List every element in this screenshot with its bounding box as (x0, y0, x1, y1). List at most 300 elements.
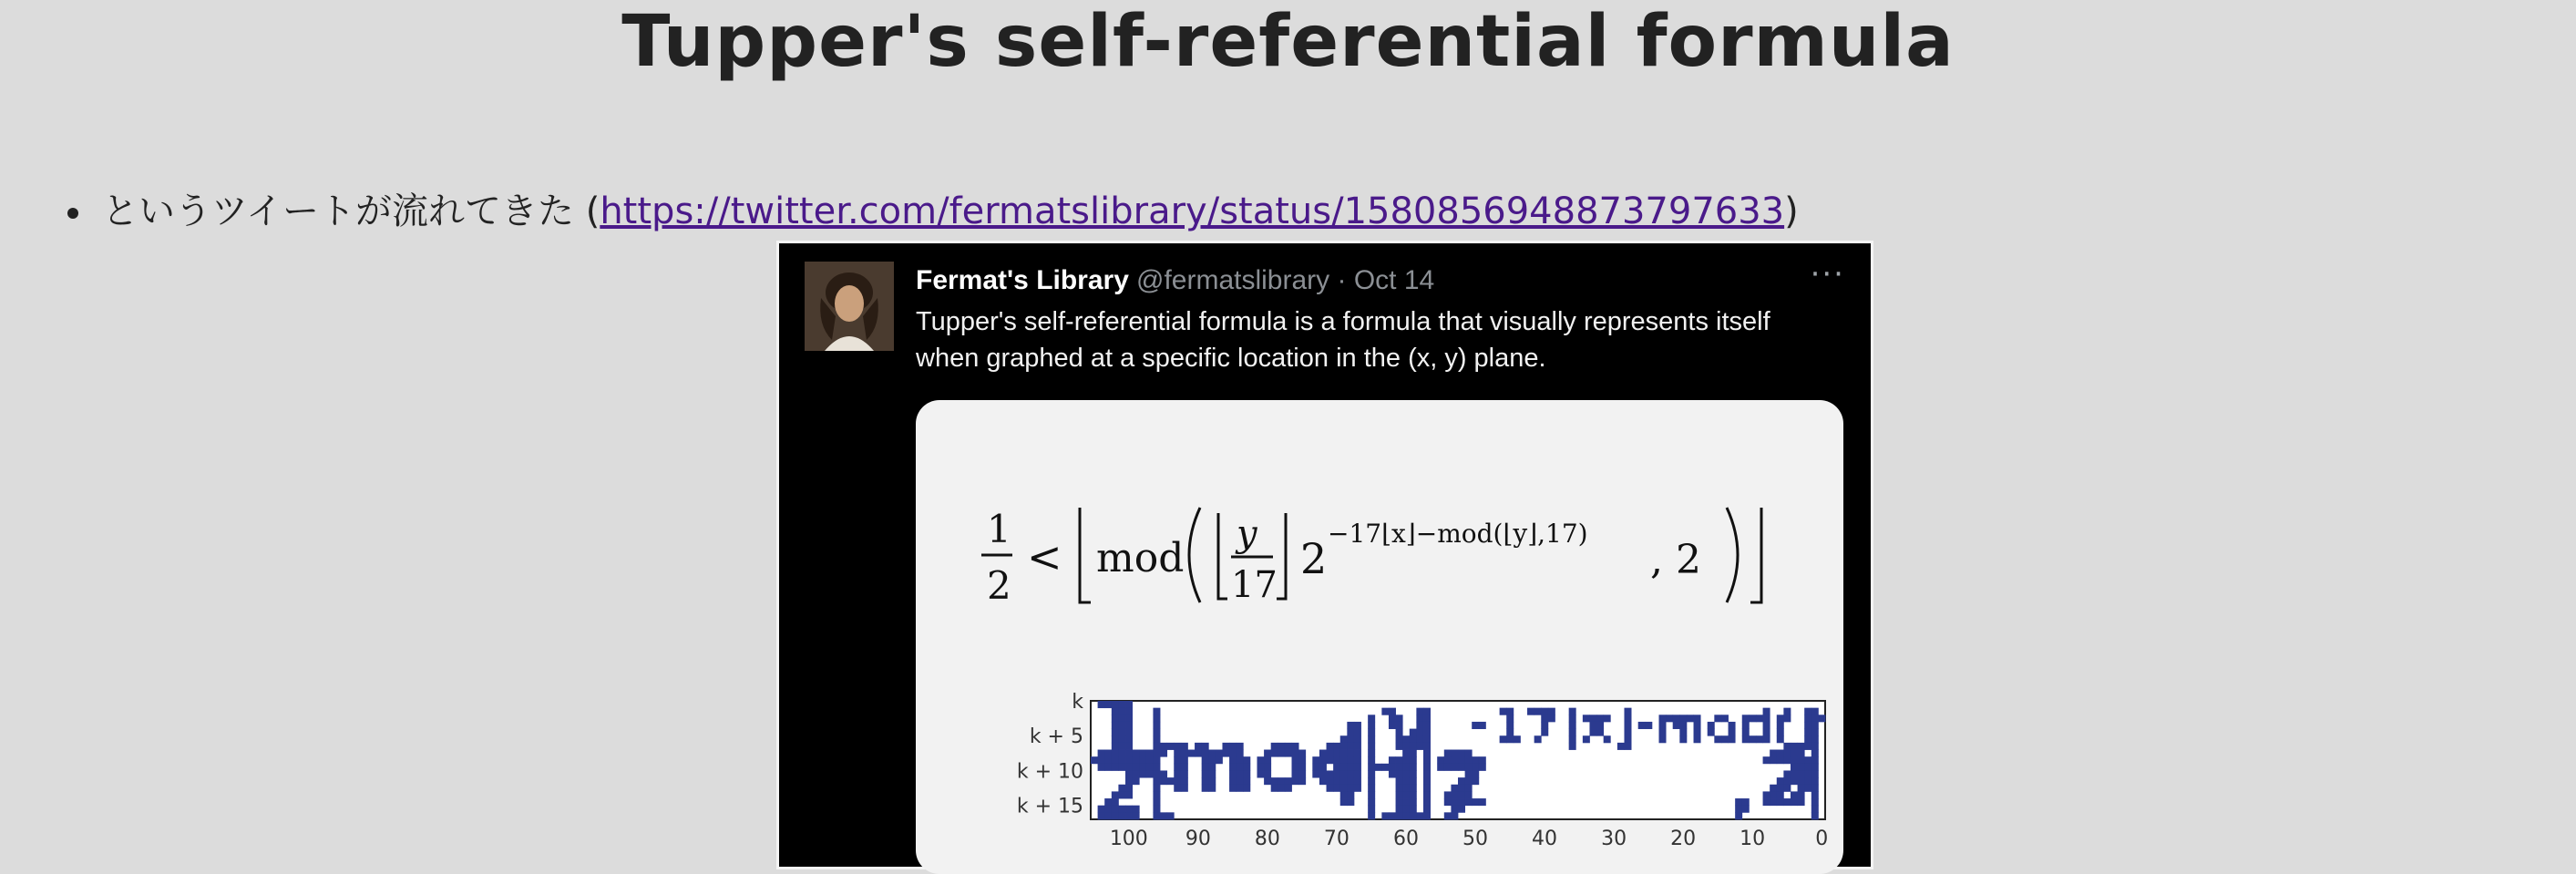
bullet-close: ) (1784, 190, 1799, 232)
formula-card (916, 400, 1843, 874)
plot-pixel (1368, 785, 1375, 792)
plot-pixel (1389, 722, 1396, 729)
plot-pixel (1118, 722, 1125, 729)
plot-pixel (1368, 743, 1375, 750)
plot-pixel (1112, 806, 1119, 813)
plot-pixel (1777, 722, 1784, 729)
plot-pixel (1174, 743, 1181, 750)
plot-pixel (1333, 764, 1340, 771)
plot-pixel (1381, 708, 1389, 715)
plot-pixel (1756, 715, 1763, 722)
plot-pixel (1112, 729, 1119, 736)
plot-pixel (1098, 764, 1105, 771)
plot-pixel (1410, 798, 1417, 806)
plot-pixel (1118, 715, 1125, 722)
plot-pixel (1354, 722, 1361, 729)
plot-pixel (1112, 708, 1119, 715)
plot-pixel (1783, 750, 1791, 757)
plot-pixel (1402, 791, 1410, 798)
plot-pixel (1410, 756, 1417, 764)
plot-pixel (1354, 729, 1361, 736)
plot-pixel (1749, 735, 1756, 743)
plot-pixel (1319, 750, 1327, 757)
plot-pixel (1118, 756, 1125, 764)
plot-pixel (1763, 708, 1770, 715)
plot-pixel (1354, 750, 1361, 757)
plot-pixel (1472, 777, 1479, 785)
plot-pixel (1202, 750, 1209, 757)
plot-pixel (1333, 777, 1340, 785)
plot-pixel (1589, 729, 1596, 736)
plot-pixel (1125, 743, 1133, 750)
plot-pixel (1811, 812, 1819, 819)
plot-pixel (1153, 806, 1160, 813)
plot-pixel (1783, 743, 1791, 750)
plot-pixel (1811, 735, 1819, 743)
plot-pixel (1292, 743, 1299, 750)
plot-pixel (1396, 806, 1403, 813)
plot-pixel (1243, 770, 1250, 777)
plot-pixel (1458, 750, 1465, 757)
plot-pixel (1125, 770, 1133, 777)
plot-pixel (1160, 812, 1167, 819)
plot-pixel (1541, 708, 1548, 715)
plot-pixel (1423, 777, 1431, 785)
plot-pixel (1770, 750, 1777, 757)
plot-pixel (1354, 777, 1361, 785)
plot-pixel (1202, 785, 1209, 792)
plot-pixel (1583, 715, 1590, 722)
half-denominator: 2 (987, 563, 1011, 608)
plot-pixel (1804, 777, 1811, 785)
plot-pixel (1804, 756, 1811, 764)
plot-pixel (1368, 756, 1375, 764)
plot-pixel (1777, 756, 1784, 764)
plot-pixel (1596, 715, 1604, 722)
plot-pixel (1112, 750, 1119, 757)
plot-pixel (1285, 750, 1292, 757)
plot-pixel (1285, 777, 1292, 785)
plot-pixel (1133, 812, 1140, 819)
plot-pixel (1423, 791, 1431, 798)
plot-pixel (1777, 798, 1784, 806)
plot-pixel (1202, 764, 1209, 771)
plot-pixel (1153, 770, 1160, 777)
plot-pixel (1811, 785, 1819, 792)
plot-pixel (1340, 798, 1348, 806)
plot-pixel (1596, 729, 1604, 736)
plot-pixel (1174, 764, 1181, 771)
plot-pixel (1174, 756, 1181, 764)
plot-pixel (1133, 756, 1140, 764)
plot-pixel (1458, 785, 1465, 792)
plot-pixel (1340, 750, 1348, 757)
plot-pixel (1514, 735, 1521, 743)
plot-pixel (1292, 770, 1299, 777)
plot-pixel (1125, 756, 1133, 764)
plot-pixel (1354, 743, 1361, 750)
plot-pixel (1763, 798, 1770, 806)
plot-pixel (1402, 756, 1410, 764)
tweet-body (916, 303, 1845, 376)
plot-pixel (1146, 770, 1154, 777)
plot-pixel (1472, 798, 1479, 806)
plot-pixel (1444, 791, 1452, 798)
plot-pixel (1153, 750, 1160, 757)
plot-pixel (1410, 750, 1417, 757)
plot-pixel (1229, 785, 1237, 792)
plot-pixel (1659, 729, 1667, 736)
plot-pixel (1153, 715, 1160, 722)
plot-pixel (1153, 764, 1160, 771)
plot-pixel (1125, 791, 1133, 798)
plot-pixel (1237, 764, 1244, 771)
plot-pixel (1804, 770, 1811, 777)
plot-pixel (1714, 715, 1721, 722)
plot-pixel (1742, 798, 1750, 806)
plot-pixel (1811, 764, 1819, 771)
plot-pixel (1596, 722, 1604, 729)
plot-pixel (1181, 777, 1188, 785)
plot-pixel (1694, 735, 1701, 743)
plot-pixel (1133, 750, 1140, 757)
plot-pixel (1312, 756, 1319, 764)
plot-pixel (1195, 750, 1202, 757)
plot-pixel (1687, 715, 1694, 722)
plot-pixel (1354, 785, 1361, 792)
plot-pixel (1396, 729, 1403, 736)
plot-pixel (1347, 785, 1354, 792)
plot-pixel (1569, 708, 1576, 715)
plot-pixel (1659, 722, 1667, 729)
plot-pixel (1104, 701, 1112, 708)
plot-pixel (1479, 764, 1486, 771)
plot-pixel (1389, 812, 1396, 819)
plot-pixel (1569, 722, 1576, 729)
plot-pixel (1604, 735, 1611, 743)
plot-pixel (1340, 735, 1348, 743)
plot-pixel (1368, 735, 1375, 743)
plot-pixel (1708, 722, 1715, 729)
plot-pixel (1264, 756, 1271, 764)
plot-pixel (1292, 764, 1299, 771)
plot-pixel (1319, 770, 1327, 777)
plot-pixel (1368, 791, 1375, 798)
plot-pixel (1278, 743, 1285, 750)
plot-pixel (1659, 715, 1667, 722)
plot-pixel (1118, 806, 1125, 813)
plot-pixel (1742, 715, 1750, 722)
plot-pixel (1527, 708, 1534, 715)
plot-pixel (1444, 756, 1452, 764)
plot-pixel (1298, 756, 1306, 764)
plot-pixel (1237, 777, 1244, 785)
plot-pixel (1327, 743, 1334, 750)
plot-pixel (1804, 735, 1811, 743)
plot-pixel (1125, 777, 1133, 785)
plot-pixel (1798, 743, 1805, 750)
plot-pixel (1410, 729, 1417, 736)
plot-pixel (1112, 812, 1119, 819)
plot-pixel (1368, 729, 1375, 736)
plot-pixel (1770, 798, 1777, 806)
plot-pixel (1479, 756, 1486, 764)
plot-pixel (1118, 729, 1125, 736)
plot-pixel (1112, 735, 1119, 743)
plot-pixel (1153, 777, 1160, 785)
plot-pixel (1694, 722, 1701, 729)
plot-pixel (1624, 722, 1631, 729)
plot-pixel (1104, 812, 1112, 819)
bullet-text: というツイートが流れてきた ( (102, 190, 600, 232)
plot-pixel (1229, 743, 1237, 750)
plot-pixel (1298, 770, 1306, 777)
plot-pixel (1327, 750, 1334, 757)
plot-pixel (1811, 715, 1819, 722)
plot-pixel (1541, 715, 1548, 722)
plot-pixel (1458, 777, 1465, 785)
plot-pixel (1763, 756, 1770, 764)
plot-pixel (1298, 750, 1306, 757)
plot-pixel (1749, 715, 1756, 722)
plot-pixel (1402, 806, 1410, 813)
y-numerator: y (1237, 513, 1257, 555)
plot-pixel (1139, 770, 1146, 777)
plot-pixel (1583, 735, 1590, 743)
plot-pixel (1410, 764, 1417, 771)
plot-pixel (1153, 785, 1160, 792)
x-tick-label: 20 (1670, 828, 1697, 850)
plot-pixel (1423, 708, 1431, 715)
plot-pixel (1153, 708, 1160, 715)
plot-pixel (1292, 750, 1299, 757)
plot-pixel (1798, 764, 1805, 771)
plot-pixel (1721, 715, 1729, 722)
plot-pixel (1735, 812, 1742, 819)
plot-pixel (1098, 812, 1105, 819)
plot-pixel (1673, 715, 1680, 722)
plot-pixel (1202, 756, 1209, 764)
plot-pixel (1153, 729, 1160, 736)
plot-pixel (1818, 715, 1825, 722)
plot-pixel (1506, 715, 1514, 722)
plot-pixel (1791, 770, 1798, 777)
plot-pixel (1139, 764, 1146, 771)
plot-pixel (1624, 715, 1631, 722)
plot-pixel (1278, 785, 1285, 792)
plot-pixel (1777, 735, 1784, 743)
plot-pixel (1548, 715, 1555, 722)
plot-pixel (1416, 812, 1423, 819)
plot-pixel (1756, 735, 1763, 743)
plot-pixel (1368, 777, 1375, 785)
plot-pixel (1811, 806, 1819, 813)
plot-pixel (1458, 798, 1465, 806)
plot-pixel (1098, 806, 1105, 813)
plot-pixel (1104, 750, 1112, 757)
plot-pixel (1624, 743, 1631, 750)
plot-pixel (1125, 708, 1133, 715)
plot-pixel (1423, 812, 1431, 819)
plot-pixel (1389, 764, 1396, 771)
plot-pixel (1118, 708, 1125, 715)
x-tick-label: 80 (1254, 828, 1280, 850)
plot-pixel (1804, 715, 1811, 722)
plot-pixel (1506, 722, 1514, 729)
plot-pixel (1645, 722, 1652, 729)
plot-pixel (1804, 729, 1811, 736)
plot-pixel (1333, 743, 1340, 750)
plot-pixel (1340, 756, 1348, 764)
tweet-link[interactable]: https://twitter.com/fermatslibrary/status/1580856948873797633 (600, 190, 1785, 232)
plot-pixel (1208, 785, 1216, 792)
plot-pixel (1368, 750, 1375, 757)
tupper-formula (980, 500, 1781, 619)
plot-pixel (1783, 777, 1791, 785)
plot-pixel (1472, 756, 1479, 764)
plot-pixel (1146, 764, 1154, 771)
plot-pixel (1791, 798, 1798, 806)
plot-pixel (1396, 735, 1403, 743)
plot-pixel (1181, 756, 1188, 764)
plot-pixel (1410, 785, 1417, 792)
plot-pixel (1118, 812, 1125, 819)
plot-pixel (1541, 722, 1548, 729)
plot-pixel (1811, 777, 1819, 785)
plot-pixel (1153, 791, 1160, 798)
plot-pixel (1811, 798, 1819, 806)
plot-pixel (1811, 722, 1819, 729)
plot-pixel (1506, 708, 1514, 715)
plot-pixel (1222, 743, 1229, 750)
plot-pixel (1506, 729, 1514, 736)
plot-pixel (1402, 764, 1410, 771)
plot-pixel (1264, 777, 1271, 785)
plot-pixel (1770, 785, 1777, 792)
plot-pixel (1347, 756, 1354, 764)
plot-pixel (1381, 764, 1389, 771)
plot-pixel (1327, 777, 1334, 785)
plot-pixel (1347, 743, 1354, 750)
plot-pixel (1257, 770, 1264, 777)
plot-pixel (1347, 722, 1354, 729)
plot-pixel (1125, 806, 1133, 813)
plot-pixel (1208, 750, 1216, 757)
x-tick-label: 70 (1323, 828, 1350, 850)
plot-pixel (1763, 735, 1770, 743)
plot-pixel (1423, 722, 1431, 729)
tweet-author-name: Fermat's Library (916, 265, 1129, 295)
plot-pixel (1679, 722, 1687, 729)
plot-pixel (1389, 708, 1396, 715)
plot-pixel (1465, 756, 1473, 764)
plot-pixel (1729, 722, 1736, 729)
plot-pixel (1423, 806, 1431, 813)
plot-pixel (1312, 770, 1319, 777)
plot-pixel (1319, 756, 1327, 764)
tupper-plot (970, 691, 1829, 874)
plot-pixel (1237, 743, 1244, 750)
plot-pixel (1229, 777, 1237, 785)
plot-pixel (1416, 708, 1423, 715)
plot-pixel (1237, 750, 1244, 757)
plot-pixel (1292, 777, 1299, 785)
plot-pixel (1208, 756, 1216, 764)
plot-pixel (1160, 743, 1167, 750)
plot-pixel (1396, 798, 1403, 806)
y-tick-label: k (1072, 691, 1083, 714)
plot-pixel (1679, 735, 1687, 743)
plot-pixel (1347, 750, 1354, 757)
plot-pixel (1783, 785, 1791, 792)
plot-pixel (1312, 764, 1319, 771)
plot-pixel (1229, 756, 1237, 764)
plot-pixel (1347, 735, 1354, 743)
plot-pixel (1153, 743, 1160, 750)
plot-pixel (1811, 743, 1819, 750)
plot-pixel (1202, 743, 1209, 750)
x-tick-label: 60 (1392, 828, 1419, 850)
plot-pixel (1444, 764, 1452, 771)
plot-pixel (1340, 791, 1348, 798)
less-than: < (1027, 532, 1062, 581)
plot-pixel (1368, 722, 1375, 729)
plot-pixel (1396, 722, 1403, 729)
plot-pixel (1763, 722, 1770, 729)
plot-pixel (1416, 722, 1423, 729)
plot-pixel (1125, 729, 1133, 736)
plot-pixel (1181, 743, 1188, 750)
plot-pixel (1216, 756, 1223, 764)
plot-pixel (1569, 735, 1576, 743)
plot-pixel (1402, 812, 1410, 819)
plot-pixel (1659, 735, 1667, 743)
plot-pixel (1472, 722, 1479, 729)
plot-pixel (1783, 756, 1791, 764)
plot-pixel (1104, 756, 1112, 764)
plot-pixel (1396, 770, 1403, 777)
plot-pixel (1451, 791, 1458, 798)
plot-pixel (1389, 770, 1396, 777)
plot-pixel (1167, 777, 1175, 785)
plot-pixel (1396, 715, 1403, 722)
plot-pixel (1451, 812, 1458, 819)
plot-pixel (1243, 785, 1250, 792)
base-two: 2 (1300, 534, 1328, 583)
plot-pixel (1534, 708, 1542, 715)
plot-pixel (1347, 791, 1354, 798)
plot-pixel (1112, 798, 1119, 806)
plot-pixel (1624, 735, 1631, 743)
plot-pixel (1285, 743, 1292, 750)
y-tick-label: k + 5 (1029, 725, 1083, 749)
plot-pixel (1333, 756, 1340, 764)
plot-pixel (1319, 777, 1327, 785)
plot-pixel (1174, 785, 1181, 792)
plot-pixel (1798, 791, 1805, 798)
plot-pixel (1187, 750, 1195, 757)
plot-pixel (1112, 722, 1119, 729)
plot-pixel (1118, 785, 1125, 792)
plot-pixel (1208, 777, 1216, 785)
plot-pixel (1139, 750, 1146, 757)
plot-pixel (1118, 735, 1125, 743)
plot-pixel (1153, 735, 1160, 743)
plot-pixel (1729, 735, 1736, 743)
plot-pixel (1396, 743, 1403, 750)
plot-pixel (1465, 750, 1473, 757)
plot-pixel (1396, 756, 1403, 764)
